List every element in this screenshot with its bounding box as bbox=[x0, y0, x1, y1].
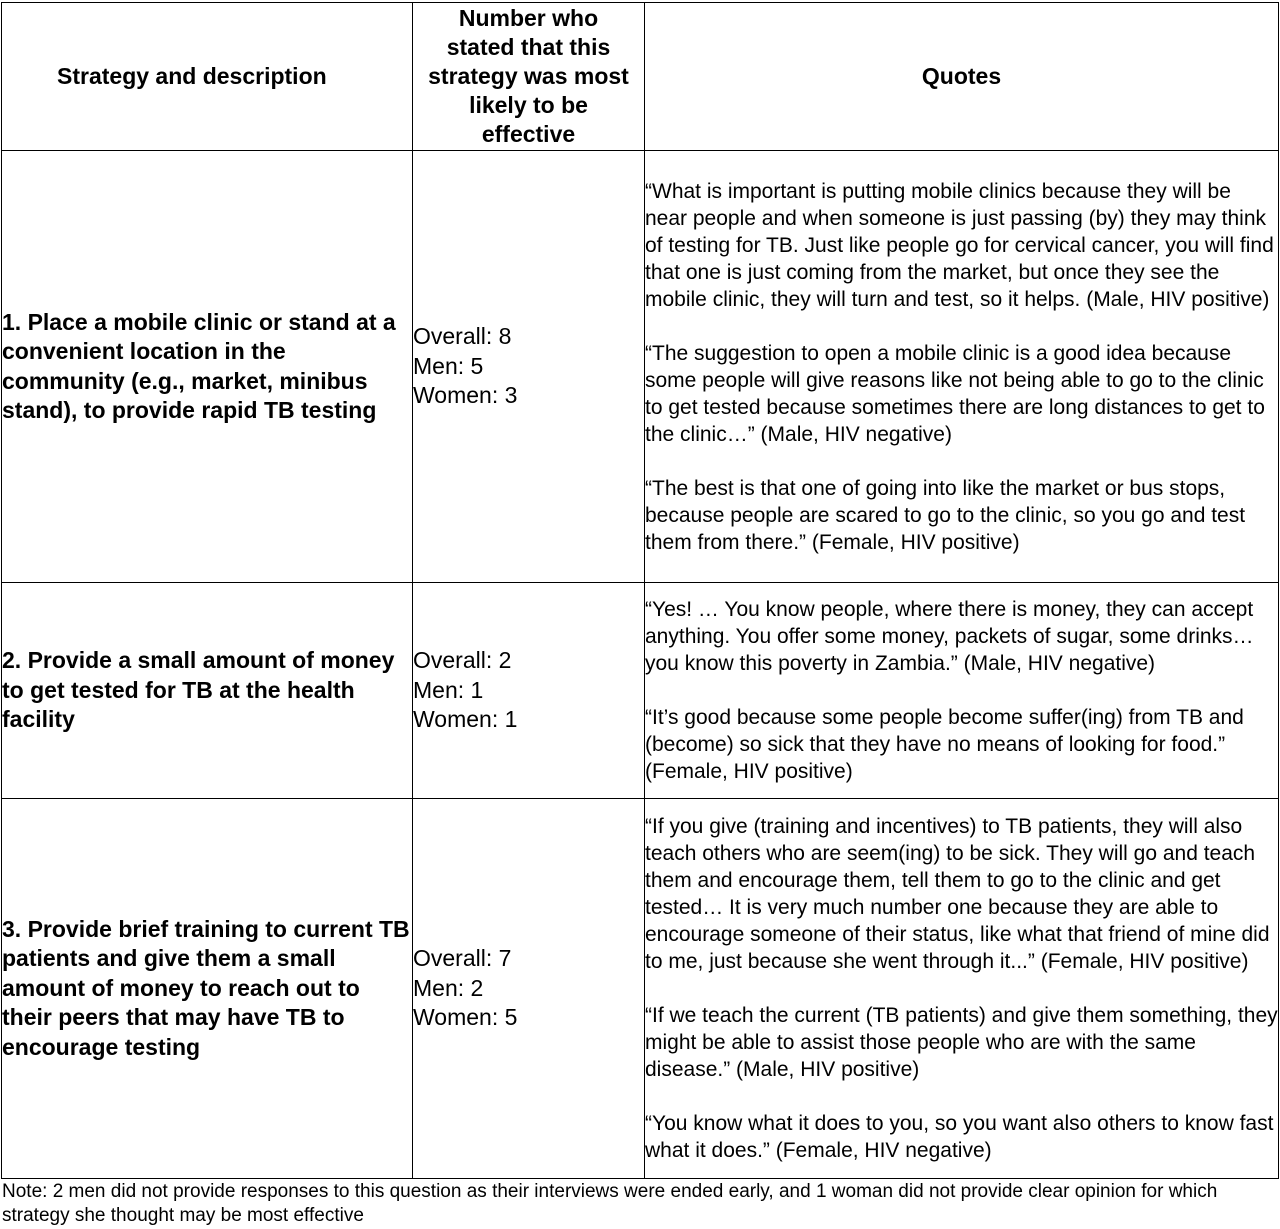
strategy-table bbox=[1, 2, 1279, 1179]
header-strategy: Strategy and description bbox=[2, 3, 413, 151]
strategy-cell: 2. Provide a small amount of money to get tested for TB at the health facility bbox=[2, 583, 413, 799]
count-overall: Overall: 2 bbox=[413, 647, 512, 674]
quotes-cell bbox=[645, 799, 1279, 1179]
counts-cell bbox=[413, 151, 645, 583]
count-men: Men: 1 bbox=[413, 676, 484, 703]
quote-text: “The best is that one of going into like the market or bus stops, because people are scared to go to the clinic, so you go and test them from there.” (Female, HIV positive) bbox=[645, 476, 1246, 554]
count-women: Women: 5 bbox=[413, 1004, 518, 1031]
quote-text: “If you give (training and incentives) to TB patients, they will also teach others who are seem(ing) to be sick. They will go and teach them and encourage them, tell them to go to the clinic and get tested… It is very much number one because they are able to encourage someone of their status, like what that friend of mine did to me, just because she went through it...” (Female, HIV positive) bbox=[645, 815, 1270, 973]
table-row bbox=[2, 151, 1279, 583]
count-men: Men: 5 bbox=[413, 352, 484, 379]
quote-text: “What is important is putting mobile clinics because they will be near people and when someone is just passing (by) they may think of testing for TB. Just like people go for cervical cancer, you will find that one is just coming from the market, but once they see the mobile clinic, they will turn and test, so it helps. (Male, HIV positive) bbox=[645, 179, 1274, 311]
quote-text: “The suggestion to open a mobile clinic is a good idea because some people will give reasons like not being able to go to the clinic to get tested because sometimes there are long distances to get to the clinic…” (Male, HIV negative) bbox=[645, 341, 1265, 446]
table-row bbox=[2, 583, 1279, 799]
count-women: Women: 3 bbox=[413, 382, 518, 409]
count-overall: Overall: 8 bbox=[413, 323, 512, 350]
count-overall: Overall: 7 bbox=[413, 945, 512, 972]
strategy-cell: 3. Provide brief training to current TB patients and give them a small amount of money to reach out to their peers that may have TB to encourage testing bbox=[2, 799, 413, 1179]
table-note: Note: 2 men did not provide responses to this question as their interviews were ended early, and 1 woman did not provide clear opinion for which strategy she thought may be most effective bbox=[2, 1181, 1218, 1226]
table-row bbox=[2, 799, 1279, 1179]
header-row bbox=[2, 3, 1279, 151]
quote-text: “If we teach the current (TB patients) and give them something, they might be able to assist those people who are with the same disease.” (Male, HIV positive) bbox=[645, 1004, 1278, 1081]
counts-cell bbox=[413, 583, 645, 799]
quote-text: “You know what it does to you, so you want also others to know fast what it does.” (Female, HIV negative) bbox=[645, 1112, 1274, 1162]
strategy-cell: 1. Place a mobile clinic or stand at a convenient location in the community (e.g., market, minibus stand), to provide rapid TB testing bbox=[2, 151, 413, 583]
quotes-cell bbox=[645, 583, 1279, 799]
count-men: Men: 2 bbox=[413, 974, 484, 1001]
header-quotes: Quotes bbox=[645, 3, 1279, 151]
counts-cell bbox=[413, 799, 645, 1179]
count-women: Women: 1 bbox=[413, 706, 518, 733]
header-number: Number who stated that this strategy was most likely to be effective bbox=[413, 3, 645, 151]
quotes-cell bbox=[645, 151, 1279, 583]
quote-text: “It’s good because some people become suffer(ing) from TB and (become) so sick that they have no means of looking for food.” (Female, HIV positive) bbox=[645, 706, 1244, 783]
quote-text: “Yes! … You know people, where there is money, they can accept anything. You offer some money, packets of sugar, some drinks… you know this poverty in Zambia.” (Male, HIV negative) bbox=[645, 598, 1254, 675]
